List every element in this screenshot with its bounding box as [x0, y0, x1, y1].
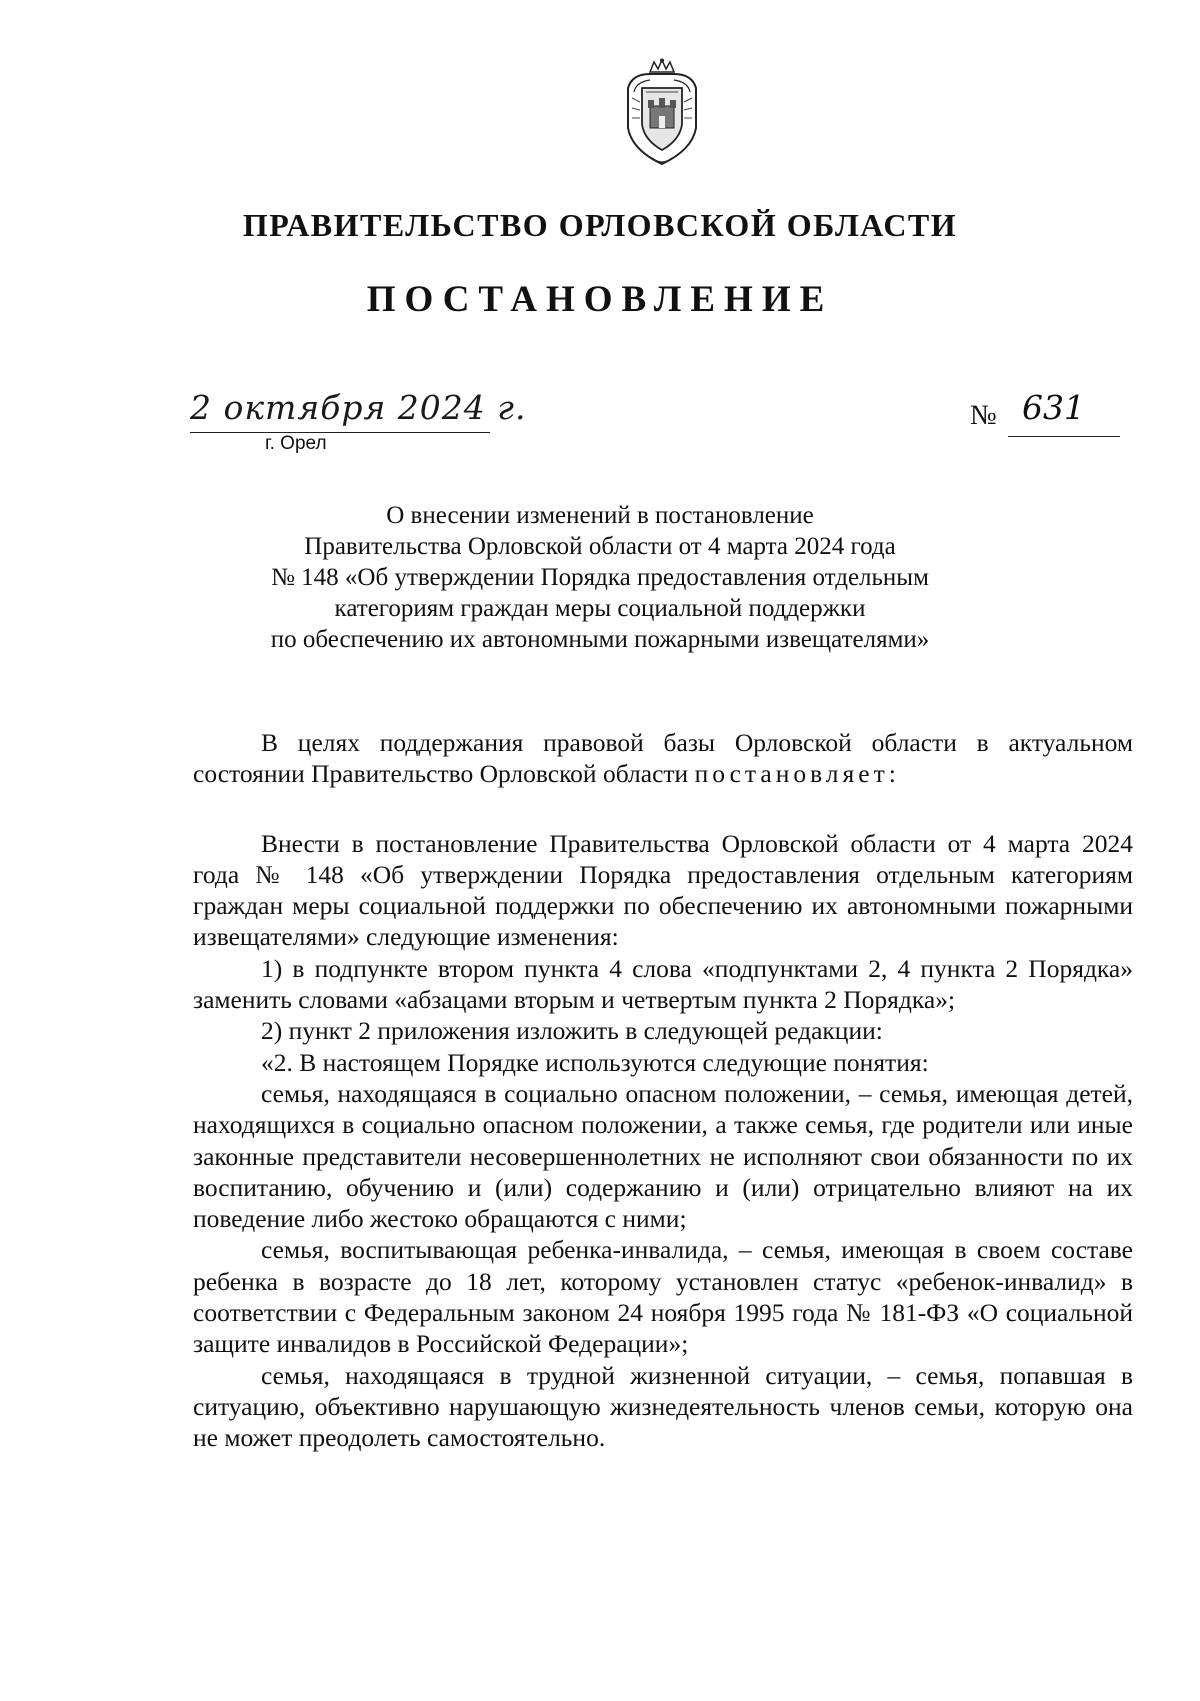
body-paragraph: 2) пункт 2 приложения изложить в следующей редакции:	[261, 1016, 883, 1046]
body-paragraph: семья, находящаяся в трудной жизненной ситуации, – семья, попавшая в ситуацию, объективно нарушающую жизнедеятельность членов семьи, которую она не может преодолеть самостоятельно.	[193, 1360, 1133, 1453]
document-city: г. Орел	[265, 433, 327, 454]
date-underline	[190, 432, 490, 433]
body-paragraph: 1) в подпункте втором пункта 4 слова «подпунктами 2, 4 пункта 2 Порядка» заменить словами «абзацами вторым и четвертым пункта 2 Порядка»;	[193, 953, 1133, 1015]
body-paragraph: Внести в постановление Правительства Орловской области от 4 марта 2024 года № 148 «Об утверждении Порядка предоставления отдельным категориям граждан меры социальной поддержки по обеспечению их автономными пожарными извещателями» следующие изменения:	[193, 828, 1133, 952]
document-date: 2 октября 2024 г.	[190, 388, 527, 427]
subject-line: № 148 «Об утверждении Порядка предоставления отдельным	[271, 564, 929, 591]
number-underline	[1008, 436, 1120, 437]
number-label: №	[970, 400, 997, 431]
document-subject	[160, 500, 1040, 655]
subject-line: О внесении изменений в постановление	[386, 502, 814, 529]
preamble-text: В целях поддержания правовой базы Орловской области в актуальном состоянии Правительство Орловской области	[193, 728, 1133, 789]
body-paragraph: семья, находящаяся в социально опасном положении, – семья, имеющая детей, находящихся в социально опасном положении, а также семья, где родители или иные законные представители несовершеннолетних не исполняют свои обязанности по их воспитанию, обучению и (или) содержанию и (или) отрицательно влияют на их поведение либо жестоко обращаются с ними;	[193, 1078, 1133, 1234]
subject-line: категориям граждан меры социальной поддержки	[334, 595, 866, 622]
paragraph-gap	[193, 790, 1133, 828]
subject-line: по обеспечению их автономными пожарными извещателями»	[270, 626, 930, 653]
document-number: 631	[1022, 388, 1085, 427]
preamble-paragraph	[193, 727, 1133, 790]
body-paragraph: «2. В настоящем Порядке используются следующие понятия:	[261, 1047, 929, 1077]
decree-word: постановляет:	[694, 759, 900, 789]
organization-title: ПРАВИТЕЛЬСТВО ОРЛОВСКОЙ ОБЛАСТИ	[242, 207, 958, 243]
body-paragraph: семья, воспитывающая ребенка-инвалида, – семья, имеющая в своем составе ребенка в возрасте до 18 лет, которому установлен статус «ребенок-инвалид» в соответствии с Федеральным законом 24 ноября 1995 года № 181-ФЗ «О социальной защите инвалидов в Российской Федерации»;	[193, 1235, 1133, 1359]
coat-of-arms-icon	[622, 58, 702, 168]
document-type-title: ПОСТАНОВЛЕНИЕ	[366, 279, 834, 320]
subject-line: Правительства Орловской области от 4 марта 2024 года	[304, 533, 896, 560]
document-body	[193, 727, 1133, 1454]
